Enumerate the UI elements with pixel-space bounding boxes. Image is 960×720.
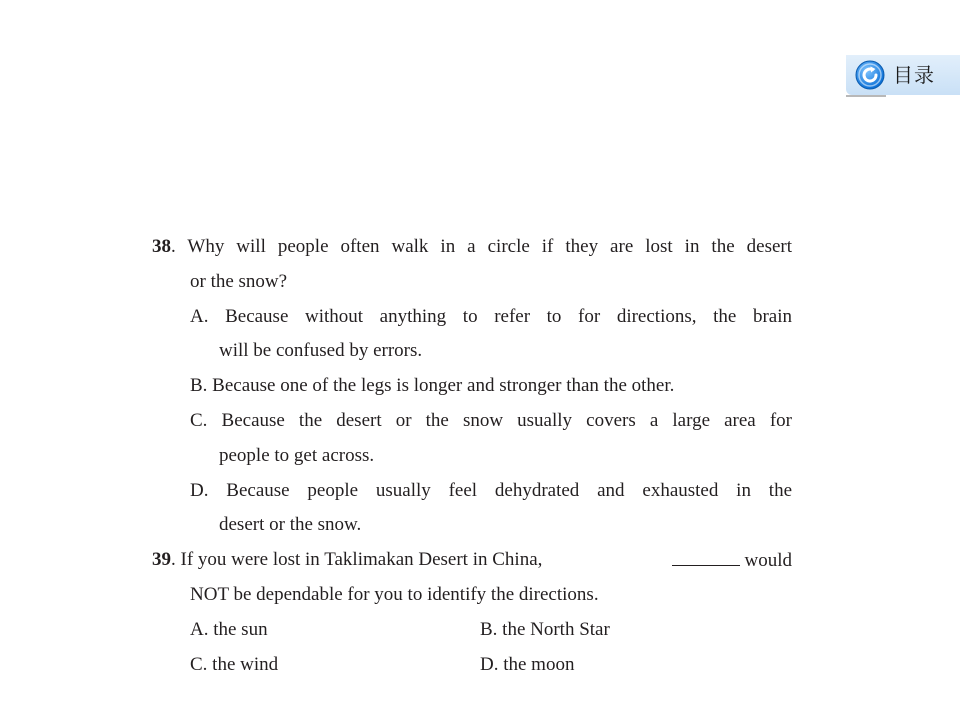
question-39-stem-line1: [152, 543, 792, 578]
option-a-line2: will be confused by errors.: [219, 340, 423, 362]
toc-button[interactable]: [846, 55, 960, 95]
options-row-1: [152, 613, 792, 648]
question-stem: . Why will people often walk in a circle if they are lost in the desert: [171, 236, 792, 257]
question-number: 38: [152, 236, 171, 257]
option-d-line2: desert or the snow.: [219, 514, 362, 536]
option-c: C. the wind: [190, 653, 279, 675]
option-c-line2: people to get across.: [219, 444, 375, 466]
option-a: A. the sun: [190, 618, 268, 640]
question-content: [152, 230, 792, 682]
question-38-stem-line1: [152, 230, 792, 265]
question-38-stem-line2: or the snow?: [190, 270, 288, 292]
option-c-line1: C. Because the desert or the snow usually covers a large area for: [190, 409, 792, 431]
answer-blank: [672, 543, 740, 566]
question-stem-after: would: [744, 550, 792, 572]
question-stem-before: . If you were lost in Taklimakan Desert in China,: [171, 549, 543, 571]
option-d-line1: D. Because people usually feel dehydrated and exhausted in the: [190, 479, 792, 501]
question-number: 39: [152, 549, 171, 571]
option-a-line1: A. Because without anything to refer to for directions, the brain: [190, 305, 792, 327]
option-b: B. the North Star: [480, 618, 610, 640]
refresh-circle-icon: [855, 60, 885, 90]
question-39-stem-line2: NOT be dependable for you to identify the directions.: [190, 583, 599, 605]
option-b-line1: B. Because one of the legs is longer and stronger than the other.: [190, 375, 675, 397]
toc-label: 目录: [893, 63, 935, 87]
option-d: D. the moon: [480, 653, 575, 675]
options-row-2: [152, 648, 792, 683]
